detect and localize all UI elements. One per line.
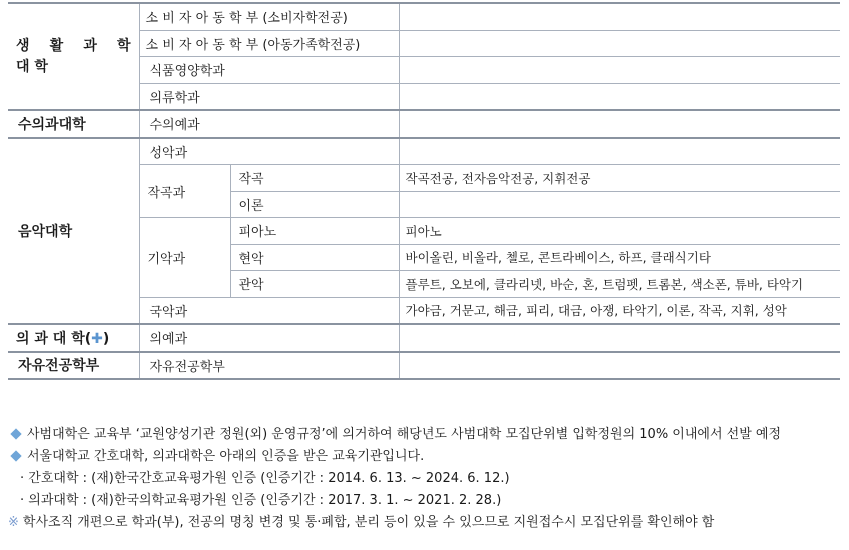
unit-note: [399, 57, 840, 84]
major-list: 작곡전공, 전자음악전공, 지휘전공: [399, 165, 840, 192]
unit-note: [399, 324, 840, 352]
unit-note: [399, 83, 840, 110]
notes-section: [8, 424, 844, 534]
unit-consumer-major: 소 비 자 아 동 학 부 (소비자학전공): [139, 3, 399, 30]
sub-unit-composition: 작곡: [230, 165, 399, 192]
college-uigwa: 의 과 대 학(✚): [8, 324, 139, 352]
unit-instrumental: 기악과: [139, 218, 230, 298]
unit-food-nutrition: 식품영양학과: [139, 57, 399, 84]
sub-unit-piano: 피아노: [230, 218, 399, 245]
note-accreditation: 서울대학교 간호대학, 의과대학은 아래의 인증을 받은 교육기관입니다.: [8, 446, 844, 468]
college-suui: 수의과대학: [8, 110, 139, 138]
major-list: 가야금, 거문고, 해금, 피리, 대금, 아쟁, 타악기, 이론, 작곡, 지휘, 성악: [399, 297, 840, 324]
sub-unit-strings: 현악: [230, 244, 399, 271]
college-eumak: 음악대학: [8, 138, 139, 325]
diamond-bullet-icon: [10, 450, 21, 461]
table-row: [8, 324, 840, 352]
unit-liberal-studies: 자유전공학부: [139, 352, 399, 380]
unit-pre-vet: 수의예과: [139, 110, 399, 138]
note-reorganization: ※ 학사조직 개편으로 학과(부), 전공의 명칭 변경 및 통·폐합, 분리 등이 있을 수 있으므로 지원접수시 모집단위를 확인해야 함: [8, 515, 715, 530]
sub-unit-winds: 관악: [230, 271, 399, 298]
major-list: 피아노: [399, 218, 840, 245]
admission-units-table: [8, 2, 840, 380]
table-row: [8, 110, 840, 138]
unit-pre-med: 의예과: [139, 324, 399, 352]
major-list: 바이올린, 비올라, 첼로, 콘트라베이스, 하프, 클래식기타: [399, 244, 840, 271]
note-nursing-accreditation: · 간호대학 : (재)한국간호교육평가원 인증 (인증기간 : 2014. 6. 13. ~ 2024. 6. 12.): [20, 471, 510, 486]
college-saenghwal: 생 활 과 학 대 학: [8, 3, 139, 110]
unit-composition: 작곡과: [139, 165, 230, 218]
note-medical-accreditation: · 의과대학 : (재)한국의학교육평가원 인증 (인증기간 : 2017. 3. 1. ~ 2021. 2. 28.): [20, 493, 502, 508]
major-list: 플루트, 오보에, 클라리넷, 바순, 혼, 트럼펫, 트롬본, 색소폰, 튜바, 타악기: [399, 271, 840, 298]
unit-note: [399, 110, 840, 138]
unit-note: [399, 3, 840, 30]
college-jayu: 자유전공학부: [8, 352, 139, 380]
unit-child-family-major: 소 비 자 아 동 학 부 (아동가족학전공): [139, 30, 399, 57]
diamond-bullet-icon: [10, 428, 21, 439]
unit-clothing: 의류학과: [139, 83, 399, 110]
unit-korean-music: 국악과: [139, 297, 399, 324]
unit-note: [399, 352, 840, 380]
table-row: [8, 352, 840, 380]
table-row: [8, 3, 840, 30]
major-list: [399, 191, 840, 218]
note-teacher-college: 사범대학은 교육부 ‘교원양성기관 정원(외) 운영규정’에 의거하여 해당년도 사범대학 모집단위별 입학정원의 10% 이내에서 선발 예정: [8, 424, 844, 446]
reference-mark-icon: ※: [8, 515, 19, 530]
cross-icon: ✚: [91, 330, 103, 347]
unit-vocal: 성악과: [139, 138, 399, 165]
table-row: [8, 138, 840, 165]
unit-note: [399, 138, 840, 165]
sub-unit-theory: 이론: [230, 191, 399, 218]
unit-note: [399, 30, 840, 57]
